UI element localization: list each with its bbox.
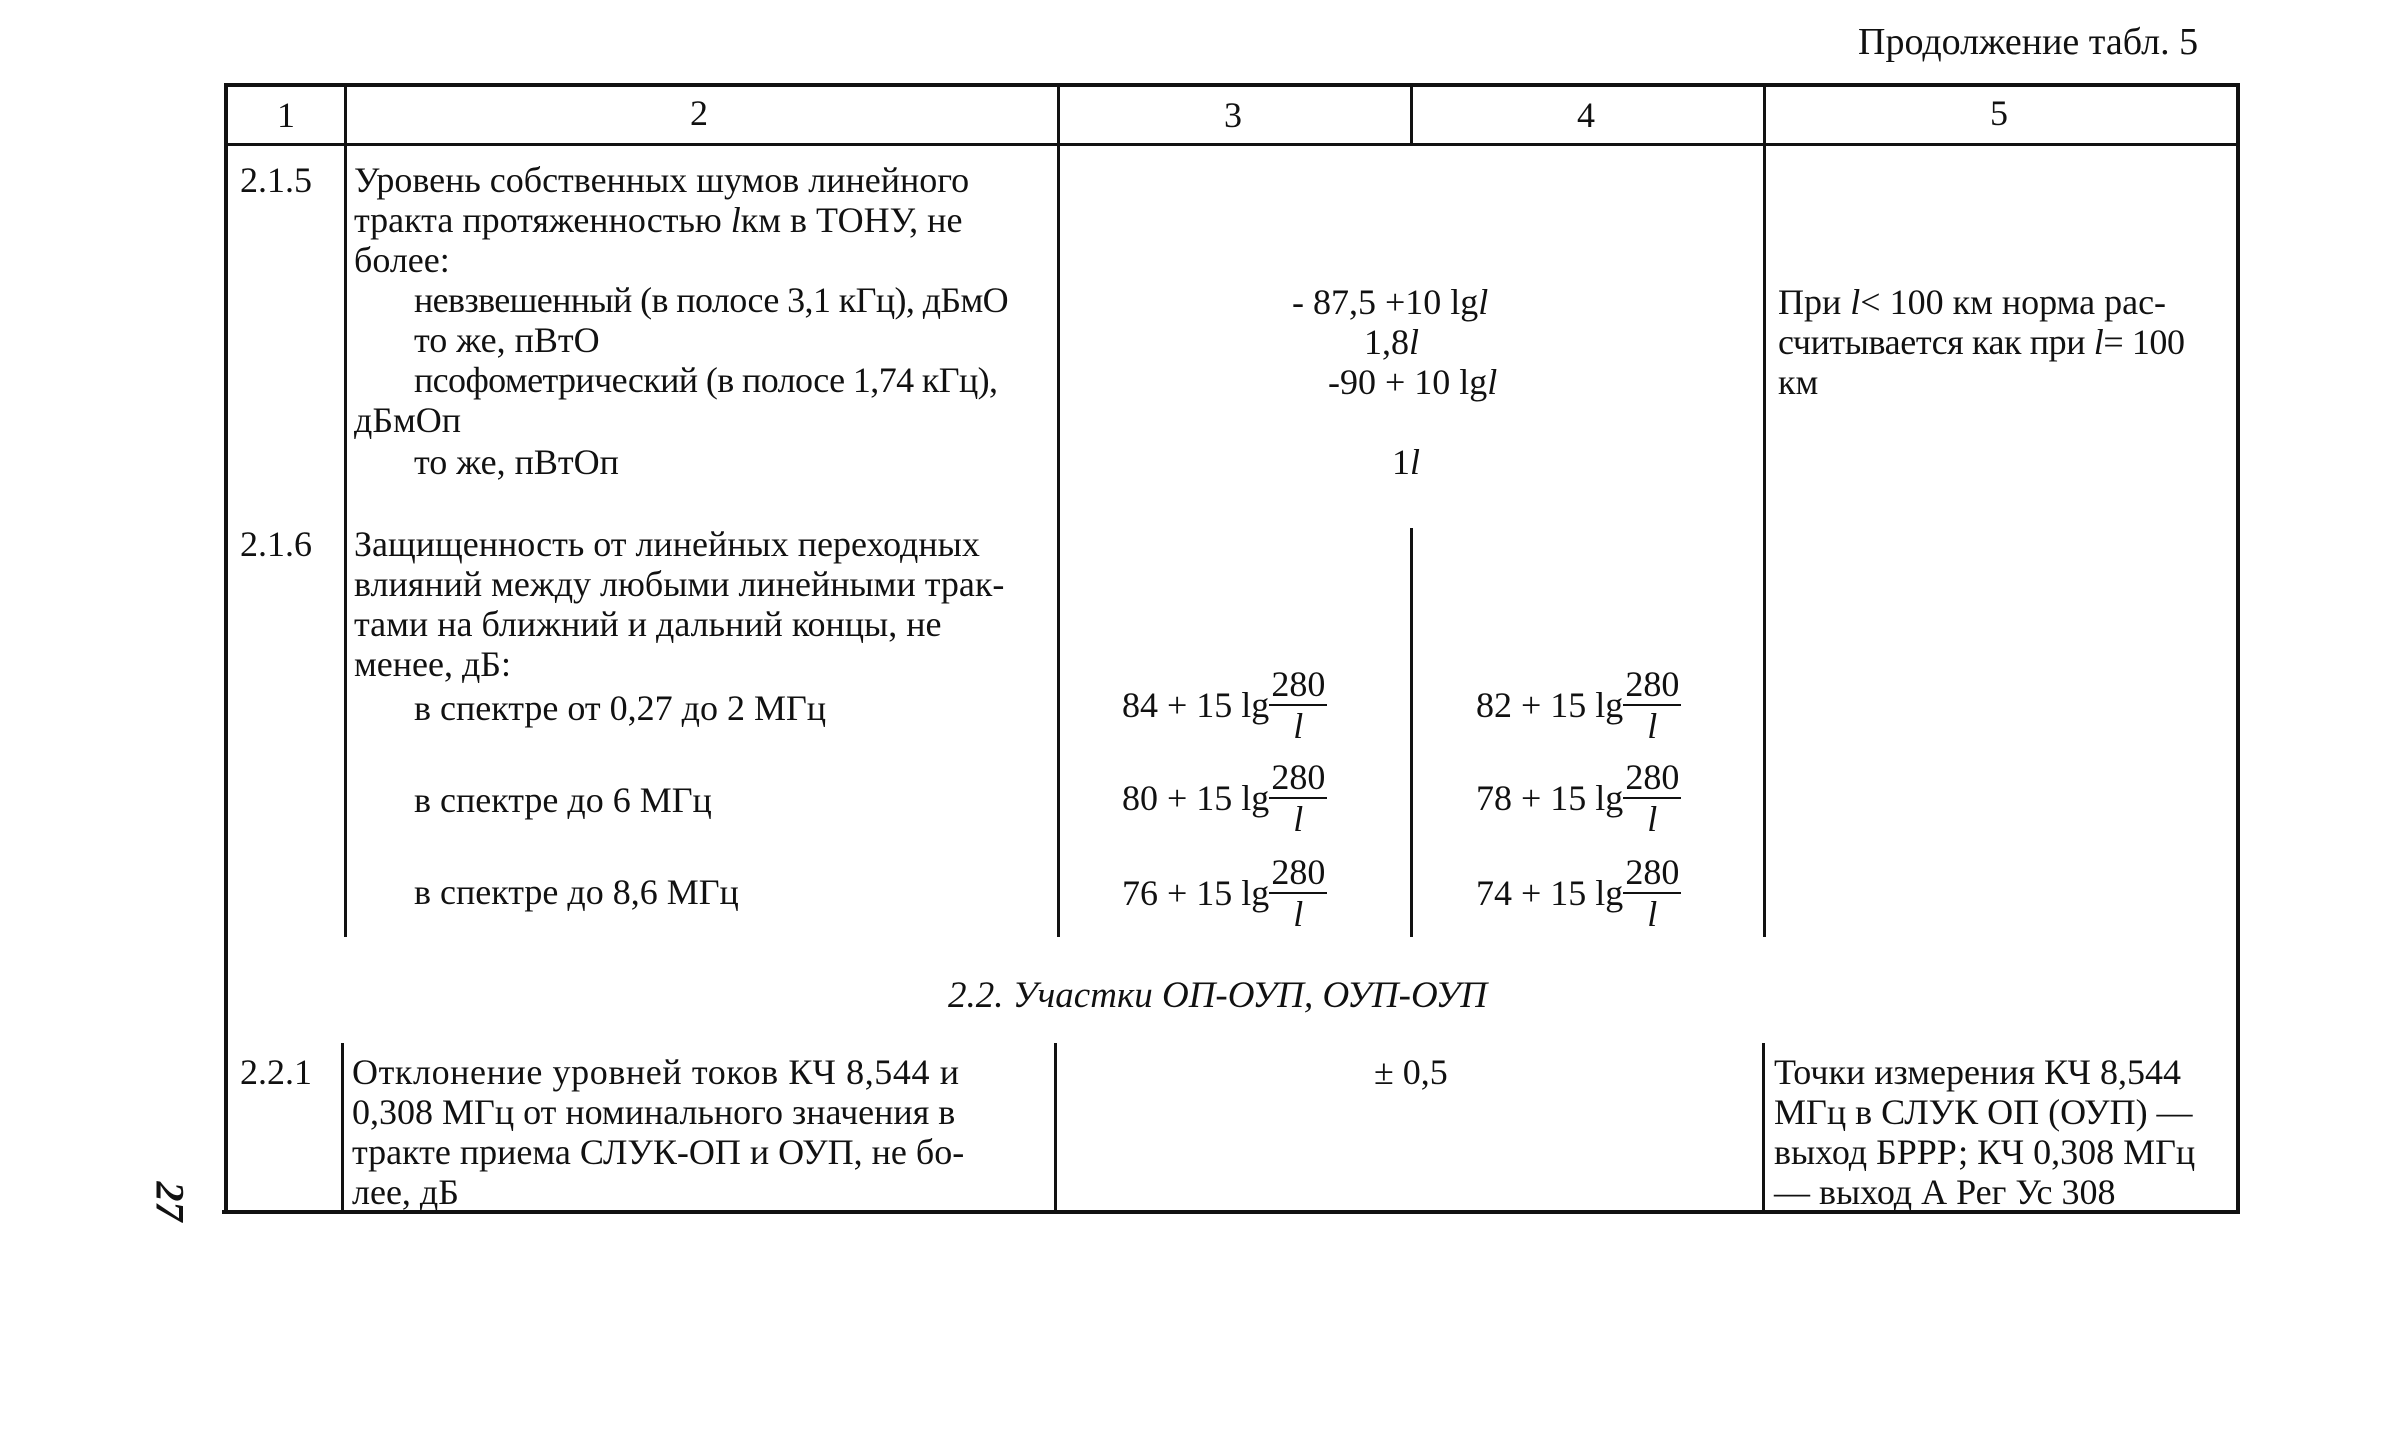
- col-sep-1-2-r221: [341, 1043, 344, 1213]
- r216-item-spectrum-8-6mhz: в спектре до 8,6 МГц: [414, 872, 739, 912]
- col-header-1: 1: [277, 95, 295, 135]
- col-header-4: 4: [1577, 95, 1595, 135]
- r221-note-line2: МГц в СЛУК ОП (ОУП) —: [1774, 1092, 2193, 1132]
- row-number-2-1-6: 2.1.6: [240, 524, 312, 564]
- table-right-border: [2236, 83, 2240, 1214]
- r216-desc-line4: менее, дБ:: [354, 644, 511, 684]
- r221-desc-line2: 0,308 МГц от номинального значения в: [352, 1092, 956, 1132]
- r215-item-same-pwtop: то же, пВтОп: [414, 442, 619, 482]
- r215-desc-line3: более:: [354, 240, 450, 280]
- r216-desc-line2: влияний между любыми линейными трак-: [354, 564, 1005, 604]
- r221-value: ± 0,5: [1374, 1052, 1448, 1092]
- page-number: 27: [147, 1181, 193, 1222]
- r215-item-unweighted: невзвешенный (в полосе 3,1 кГц), дБмО: [414, 280, 1009, 320]
- r215-value-psophometric: -90 + 10 lgl: [1328, 362, 1498, 402]
- r215-item-psophometric: псофометрический (в полосе 1,74 кГц),: [414, 360, 998, 400]
- r221-note-line4: — выход А Рег Ус 308: [1774, 1172, 2116, 1212]
- section-heading-2-2: 2.2. Участки ОП-ОУП, ОУП-ОУП: [948, 975, 1488, 1016]
- continuation-title: Продолжение табл. 5: [1858, 21, 2199, 63]
- r216-col3-formula-3: 76 + 15 lg $\frac{280}{l}$: [1122, 852, 1326, 934]
- col-sep-2-3-r221: [1054, 1043, 1057, 1213]
- row-number-2-1-5: 2.1.5: [240, 160, 312, 200]
- r216-col4-formula-1: 82 + 15 lg $\frac{280}{l}$: [1476, 664, 1680, 746]
- row-number-2-2-1: 2.2.1: [240, 1052, 312, 1092]
- r221-desc-line3: тракте приема СЛУК-ОП и ОУП, не бо-: [352, 1132, 965, 1172]
- table-top-border: [224, 83, 2240, 87]
- col-sep-3-4-body: [1410, 528, 1413, 937]
- r216-col3-formula-1: 84 + 15 lg $\frac{280}{l}$: [1122, 664, 1326, 746]
- r221-note-line1: Точки измерения КЧ 8,544: [1774, 1052, 2181, 1092]
- r215-value-pwt: 1,8l: [1364, 322, 1420, 362]
- r221-note-line3: выход БРРР; КЧ 0,308 МГц: [1774, 1132, 2196, 1172]
- col-header-3: 3: [1224, 95, 1242, 135]
- col-sep-2-3-body: [1057, 145, 1060, 937]
- col-sep-4-5-r221: [1762, 1043, 1765, 1213]
- r215-note-line3: км: [1778, 362, 1819, 402]
- r215-desc-line2: тракта протяженностью lкм в ТОНУ, не: [354, 200, 963, 240]
- r215-note-line2: считывается как при l= 100: [1778, 322, 2185, 362]
- r215-note-line1: При l< 100 км норма рас-: [1778, 282, 2167, 322]
- col-header-5: 5: [1990, 93, 2008, 133]
- r221-desc-line4: лее, дБ: [352, 1172, 459, 1212]
- col-sep-4-5-header: [1763, 83, 1766, 145]
- r216-item-spectrum-2mhz: в спектре от 0,27 до 2 МГц: [414, 688, 827, 728]
- r216-col3-formula-2: 80 + 15 lg $\frac{280}{l}$: [1122, 757, 1326, 839]
- header-bottom-border: [224, 143, 2240, 146]
- r215-value-pwtop: 1l: [1392, 442, 1421, 482]
- col-header-2: 2: [690, 93, 708, 133]
- r215-value-unweighted: - 87,5 +10 lgl: [1292, 282, 1489, 322]
- r215-desc-line1: Уровень собственных шумов линейного: [354, 160, 970, 200]
- r221-desc-line1: Отклонение уровней токов КЧ 8,544 и: [352, 1052, 960, 1092]
- r216-col4-formula-3: 74 + 15 lg $\frac{280}{l}$: [1476, 852, 1680, 934]
- r216-desc-line3: тами на ближний и дальний концы, не: [354, 604, 942, 644]
- r216-item-spectrum-6mhz: в спектре до 6 МГц: [414, 780, 712, 820]
- r215-item-psophometric-unit: дБмОп: [354, 400, 462, 440]
- col-sep-1-2-body: [344, 145, 347, 937]
- col-sep-2-3-header: [1057, 83, 1060, 145]
- r216-desc-line1: Защищенность от линейных переходных: [354, 524, 980, 564]
- table-left-border: [224, 83, 228, 1214]
- col-sep-1-2-header: [344, 83, 347, 145]
- r215-item-same-pwt: то же, пВтО: [414, 320, 600, 360]
- r216-col4-formula-2: 78 + 15 lg $\frac{280}{l}$: [1476, 757, 1680, 839]
- col-sep-4-5-body: [1763, 145, 1766, 937]
- col-sep-3-4-header: [1410, 83, 1413, 145]
